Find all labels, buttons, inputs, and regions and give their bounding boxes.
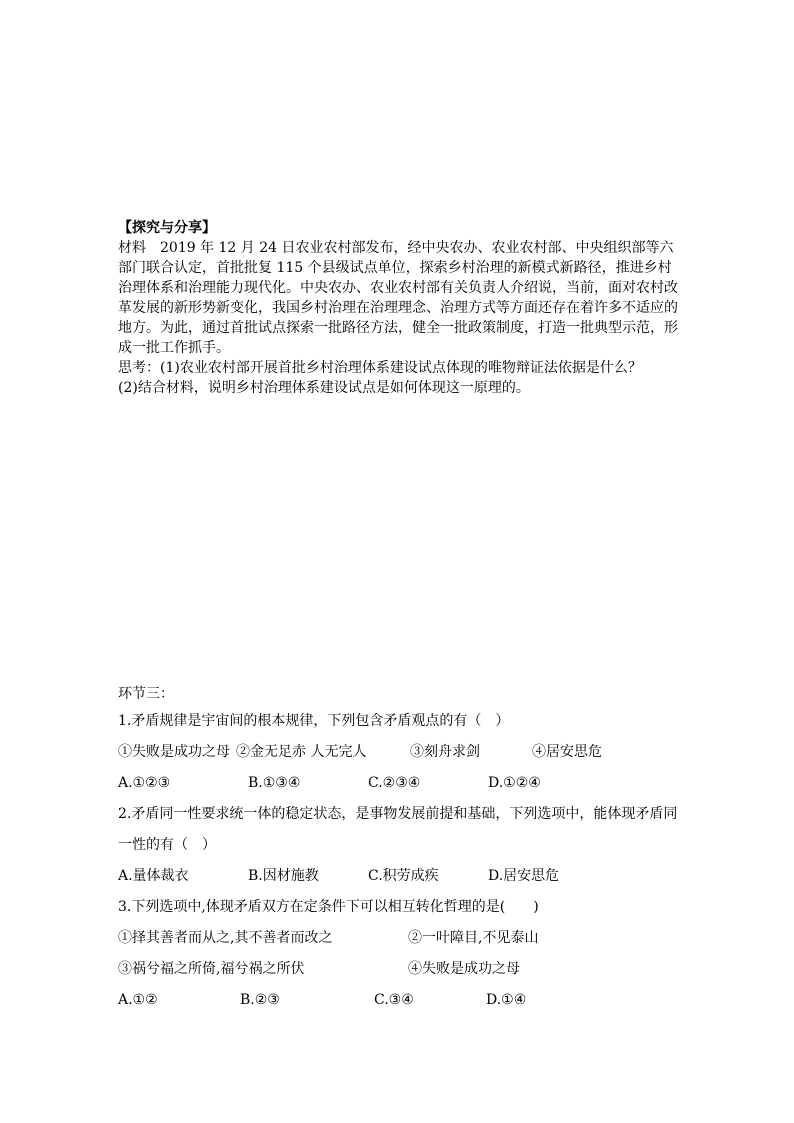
question-3-items-row-1 xyxy=(118,923,678,954)
stage-three-section xyxy=(118,682,678,1016)
question-3-stem: 3.下列选项中,体现矛盾双方在定条件下可以相互转化哲理的是( ) xyxy=(118,899,539,915)
explore-section xyxy=(118,218,678,398)
q3-item-2: ②一叶障目,不见泰山 xyxy=(408,930,539,946)
material-text: 2019 年 12 月 24 日农业农村部发布，经中央农办、农业农村部、中央组织部等六部门联合认定，首批批复 115 个县级试点单位，探索乡村治理的新模式新路径，推进乡村治理体系和治理能力现代化。中央农办、农业农村部有关负责人介绍说，当前，面对农村改革发展的新形势新变化，我国乡村治理在治理理念、治理方式等方面还存在着许多不适应的地方。为此，通过首批试点探索一批路径方法，健全一批政策制度，打造一批典型示范，形成一批工作抓手。 xyxy=(118,240,678,356)
question-3-items-row-2 xyxy=(118,954,678,985)
stage-title: 环节三： xyxy=(118,686,174,702)
q1-option-a: A.①②③ xyxy=(118,775,171,791)
question-1-items xyxy=(118,737,678,768)
think-question-1: 思考：(1)农业农村部开展首批乡村治理体系建设试点体现的唯物辩证法依据是什么？ xyxy=(118,360,642,376)
q1-item-4: ④居安思危 xyxy=(532,744,602,760)
q3-item-3: ③祸兮福之所倚,福兮祸之所伏 xyxy=(118,961,305,977)
question-2-stem: 2.矛盾同一性要求统一体的稳定状态，是事物发展前提和基础，下列选项中，能体现矛盾同一性的有（ ） xyxy=(118,806,678,853)
material-paragraph xyxy=(118,238,678,358)
explore-heading: 【探究与分享】 xyxy=(118,220,216,236)
q3-option-d: D.①④ xyxy=(486,992,527,1008)
q1-item-3: ③刻舟求剑 xyxy=(410,744,480,760)
question-1-stem: 1.矛盾规律是宇宙间的根本规律，下列包含矛盾观点的有（ ） xyxy=(118,713,510,729)
q1-option-c: C.②③④ xyxy=(368,775,421,791)
question-2-options xyxy=(118,861,678,892)
q1-item-2: ②金无足赤 人无完人 xyxy=(236,744,367,760)
question-1-options xyxy=(118,768,678,799)
q1-option-b: B.①③④ xyxy=(248,775,301,791)
q2-option-b: B.因材施教 xyxy=(248,868,319,884)
material-label: 材料 xyxy=(118,240,146,256)
q2-option-a: A.量体裁衣 xyxy=(118,868,189,884)
q3-item-4: ④失败是成功之母 xyxy=(408,961,520,977)
q3-option-c: C.③④ xyxy=(374,992,414,1008)
q3-item-1: ①择其善者而从之,其不善者而改之 xyxy=(118,930,333,946)
q2-option-d: D.居安思危 xyxy=(488,868,560,884)
q3-option-b: B.②③ xyxy=(240,992,280,1008)
think-question-2: (2)结合材料，说明乡村治理体系建设试点是如何体现这一原理的。 xyxy=(118,380,530,396)
q3-option-a: A.①② xyxy=(118,992,158,1008)
q1-item-1: ①失败是成功之母 xyxy=(118,744,230,760)
q2-option-c: C.积劳成疾 xyxy=(368,868,439,884)
question-3-options xyxy=(118,985,678,1016)
q1-option-d: D.①②④ xyxy=(488,775,541,791)
